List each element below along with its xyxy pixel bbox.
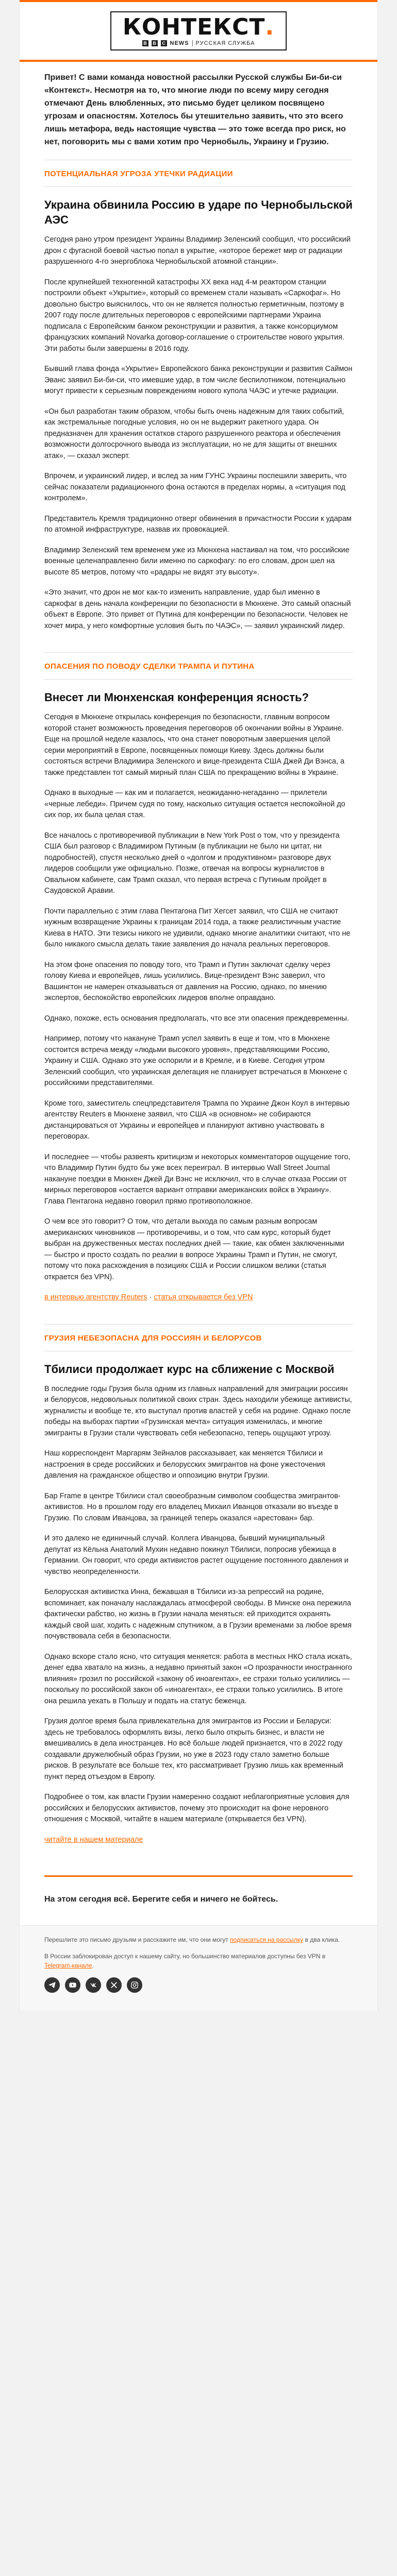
article-paragraph: Владимир Зеленский тем временем уже из Мюнхена настаивал на том, что российские военные целенаправленно били именно по саркофагу: по его словам, дрон шел на высоте 85 метров, потому что «радары не видят эту высоту». [44, 546, 350, 577]
logo-text: КОНТЕКСТ. [122, 14, 275, 40]
russian-service-label: РУССКАЯ СЛУЖБА [195, 40, 255, 46]
article-paragraph: Однако вскоре стало ясно, что ситуация меняется: работа в местных НКО стала искать, денег едва хватало на жизнь, а недавно принятый закон «О прозрачности иностранного влияния» грозил по российской «закону об иноагентах», ее страхи только усилились — поскольку по российской закон об «иноагентах», ее страхи только усилились. В итоге она решила уехать в Польшу и подать на статус беженца. [44, 1652, 352, 1705]
article-tbilisi [44, 1354, 353, 1863]
material-link[interactable]: читайте в нашем материале [44, 1835, 143, 1844]
article-paragraph: И это далеко не единичный случай. Коллега Иванцова, бывший муниципальный депутат из Кёльна Анатолий Мухин недавно покинул Тбилиси, попросив убежища в Германии. Он говорит, что среди активистов растет ощущение постоянного давления и чувство неопределенности. [44, 1534, 349, 1576]
article-paragraph: О чем все это говорит? О том, что детали выхода по самым разным вопросам американских чиновников — противоречивы, и о том, что сам курс, который будет выбран на дружественных местах последних дней — такие, как обмен заключенными — быстро и просто создать по реалии в вопросе Украины Трамп и Путин, не смогут, потому что пока расхождения в позициях США и России слишком велики (статья открается без VPN). [44, 1217, 344, 1281]
article-links [44, 1835, 353, 1846]
section-label-radiation: ПОТЕНЦИАЛЬНАЯ УГРОЗА УТЕЧКИ РАДИАЦИИ [44, 170, 233, 178]
telegram-channel-link[interactable]: Telegram-канале [44, 1962, 92, 1969]
sub-brand [142, 40, 255, 46]
telegram-icon[interactable] [44, 1977, 60, 1993]
instagram-icon[interactable] [127, 1977, 142, 1993]
footer-telegram-text: В России заблокирован доступ к нашему сайту, но большинство материалов доступны без VPN в Telegram-канале. [44, 1953, 326, 1969]
article-paragraph: Почти параллельно с этим глава Пентагона Пит Хегсет заявил, что США не считают нужным возвращение Украины к границам 2014 года, а также реалистичным участие Киева в НАТО. Эти тезисы никого не удивили, однако многие аналитики считают, что не было никакого смысла делать такие заявления до начала реальных переговоров. [44, 907, 351, 948]
article-paragraph: Однако, похоже, есть основания предполагать, что все эти опасения преждевременны. [44, 1014, 349, 1023]
newsletter [19, 0, 378, 2010]
header-orange-rule [20, 60, 377, 62]
vk-icon[interactable] [86, 1977, 101, 1993]
article-title: Украина обвинила Россию в ударе по Чернобыльской АЭС [44, 198, 353, 226]
bbc-letter-b1: B [142, 40, 148, 46]
footer-forward-text: Перешлите это письмо друзьям и расскажите им, что они могут подписаться на рассылку в два клика. [44, 1936, 340, 1943]
article-paragraph: После крупнейшей техногенной катастрофы XX века над 4-м реактором станции построили объект «Укрытие», который со временем стали называть «Саркофаг». Но довольно быстро выяснилось, что он не является полностью герметичным, поэтому в 2007 году после длительных переговоров с европейскими партнерами Украина подписала с Европейским банком реконструкции и развития, а также консорциумом французских компаний Novarka договор-соглашение о строительстве нового укрытия. Эти работы были завершены в 2016 году. [44, 278, 344, 353]
brand-separator [192, 40, 193, 46]
bbc-letter-c: C [161, 40, 167, 46]
article-paragraph: Белорусская активистка Инна, бежавшая в Тбилиси из-за репрессий на родине, вспоминает, как поначалу наслаждалась атмосферой свободы. В Минске она пережила фактически рабство, но жизнь в Грузии начала меняться: ей приходится охранять каждый свой шаг, ходить с надежным спутником, а в Грузии временами за любое время почувствовала себя в безопасности. [44, 1588, 352, 1640]
article-title: Тбилиси продолжает курс на сближение с Москвой [44, 1362, 335, 1376]
closing-text: На этом сегодня всё. Берегите себя и ничего не бойтесь. [44, 1895, 278, 1904]
bbc-news-label: NEWS [170, 40, 189, 46]
section-divider [44, 652, 353, 653]
subscribe-link[interactable]: подписаться на рассылку [230, 1936, 304, 1943]
article-paragraph: Все началось с противоречивой публикации в New York Post о том, что у президента США был разговор с Владимиром Путиным (в публикации не было ни цитат, ни подробностей), спустя несколько дней о «долгом и продуктивном» разговоре двух лидеров сообщили уже официально. Позже, отвечая на вопросы журналистов в Овальном кабинете, сам Трамп сказал, что первая встреча с Путиным пройдет в Саудовской Аравии. [44, 831, 340, 895]
social-icons [44, 1977, 353, 1993]
article-chernobyl [44, 190, 353, 649]
article-paragraph: Впрочем, и украинский лидер, и вслед за ним ГУНС Украины поспешили заверить, что сейчас показатели радиационного фона остаются в пределах нормы, а «ситуация под контролем». [44, 472, 347, 502]
intro-text: Привет! С вами команда новостной рассылки Русской службы Би-би-си «Контекст». Несмотря на то, что многие люди по всему миру сегодня отмечают День влюбленных, это письмо будет целиком посвящено угрозам и опасностям. Хотелось бы утешительно заявить, что это всего лишь метафора, ведь настоящие чувства — это тоже всегда про риск, но нет, поговорить мы с вами хотим про Чернобыль, Украину и Грузию. [44, 73, 346, 146]
article-paragraph: Представитель Кремля традиционно отверг обвинения в причастности России к ударам по атомной инфраструктуре, назвав их провокацией. [44, 514, 352, 534]
logo[interactable] [110, 11, 287, 50]
footer [20, 1925, 377, 2010]
article-paragraph: И последнее — чтобы развеять критицизм и некоторых комментаторов ощущение того, что Владимир Путин будто бы уже всех переиграл. В интервью Wall Street Journal накануне поездки в Мюнхен Джей Ди Вэнс не исключил, что в случае отказа России от мирных переговоров «остается вариант отправки американских войск в Украину». Глава Пентагона недавно говорил прямо противоположное. [44, 1153, 351, 1206]
article-paragraph: На этом фоне опасения по поводу того, что Трамп и Путин заключат сделку через голову Киева и европейцев, лишь усилились. Вице-президент Вэнс заверил, что Вашингтон не намерен отказываться от давления на Россию, однако, по мнению экспертов, беспокойство европейских лидеров вполне оправдано. [44, 960, 330, 1002]
article-paragraph: Бар Frame в центре Тбилиси стал своеобразным символом сообщества эмигрантов-активистов. Но в прошлом году его владелец Михаил Иванцов отказали во въезде в Грузию. По словам Иванцова, за границей теперь оказался «арестован» бар. [44, 1492, 341, 1522]
reuters-link[interactable]: в интервью агентству Reuters [44, 1293, 147, 1301]
section-label-georgia: ГРУЗИЯ НЕБЕЗОПАСНА ДЛЯ РОССИЯН И БЕЛОРУСОВ [44, 1333, 262, 1343]
article-paragraph: Например, потому что накануне Трамп успел заявить в еще и том, что в Мюнхене состоится встреча между «людьми высокого уровня», представляющими Россию, Украину и США. Однако это уже оспорили и в Кремле, и в Киеве. Сегодня утром Зеленский сообщил, что украинская делегация не планирует встречаться в Мюнхене с российскими представителями. [44, 1035, 348, 1087]
article-paragraph: «Он был разработан таким образом, чтобы быть очень надежным для таких событий, как экстремальные погодные условия, но он не выдержит ракетного удара. Он предназначен для хранения остатков старого разрушенного реактора и обеспечения возможности долгосрочного вывода из эксплуатации, но не для защиты от внешних атак», — сказал эксперт. [44, 407, 344, 460]
article-paragraph: Грузия долгое время была привлекательна для эмигрантов из России и Беларуси: здесь не требовалось оформлять визы, легко было открыть бизнес, и власти не вмешивались в дела иностранцев. Но всё больше людей признается, что в 2022 году создавали дружелюбный образ Грузии, но уже в 2023 году стало заметно больше рисков. В результате все больше тех, кто рассматривает Грузию лишь как временный пункт перед отъездом в Европу. [44, 1717, 343, 1781]
article-paragraph: «Это значит, что дрон не мог как-то изменить направление, удар был именно в саркофаг в день начала конференции по безопасности в Мюнхене. Это самый опасный объект в Европе. Это привет от Путина для конференции по безопасности. Человек не хочет мира, у него комфортные условия быть по ЧАЭС», — заявил украинский лидер. [44, 588, 351, 630]
content [20, 71, 377, 1917]
section-divider [44, 1324, 353, 1325]
header [20, 2, 377, 60]
article-paragraph: Сегодня в Мюнхене открылась конференция по безопасности, главным вопросом которой станет возможность проведения переговоров об окончании войны в Украине. Еще на прошлой неделе казалось, что она станет поворотным завершения целой серии мероприятий в Европе, посвященных помощи Киеву. Здесь должны были состояться встречи Владимира Зеленского и вице-президента США Джей Ди Вэнса, а также представлен тот самый мирный план США по прекращению войны в Украине. [44, 713, 345, 777]
article-paragraph: Сегодня рано утром президент Украины Владимир Зеленский сообщил, что российский дрон с фугасной боевой частью попал в укрытие, «которое бережет мир от радиации разрушенного 4-го энергоблока Чернобыльской атомной станции». [44, 235, 351, 266]
bottom-orange-rule [44, 1875, 353, 1877]
section-label-trump-putin: ОПАСЕНИЯ ПО ПОВОДУ СДЕЛКИ ТРАМПА И ПУТИНА [44, 662, 255, 671]
article-link[interactable]: статья открывается без VPN [154, 1293, 253, 1301]
article-munich [44, 683, 353, 1321]
article-paragraph: Однако в выходные — как им и полагается, неожиданно-негаданно — прилетели «черные лебеди». Причем судя по тому, насколько ситуация остается неспокойной до сих пор, их была целая стая. [44, 789, 345, 819]
bbc-letter-b2: B [152, 40, 158, 46]
article-paragraph: Кроме того, заместитель спецпредставителя Трампа по Украине Джон Коул в интервью агентству Reuters в Мюнхене заявил, что США «в основном» не собираются дистанцироваться от Украины и европейцев и планируют активно участвовать в переговорах. [44, 1099, 350, 1141]
article-paragraph: Наш корреспондент Маргарям Зейналов рассказывает, как меняется Тбилиси и настроения в среде российских и белорусских эмигрантов на фоне ужесточения давления на гражданское общество и оппозицию внутри Грузии. [44, 1449, 325, 1480]
article-links: в интервью агентству Reuters · статья открывается без VPN [44, 1293, 253, 1301]
article-paragraph: Бывший глава фонда «Укрытие» Европейского банка реконструкции и развития Саймон Эванс заявил Би-би-си, что имевшие удар, в том числе беспилотником, потенциально могут привести к серьезным повреждениям нового купола ЧАЭС и утечке радиации. [44, 365, 353, 395]
article-paragraph: Подробнее о том, как власти Грузии намеренно создают неблагоприятные условия для российских и белорусских активистов, почему это происходит на фоне неровного отношения с Москвой, читайте в нашем материале (открывается без VPN). [44, 1793, 350, 1823]
section-divider [44, 679, 353, 680]
youtube-icon[interactable] [65, 1977, 80, 1993]
x-icon[interactable] [106, 1977, 122, 1993]
article-paragraph: В последние годы Грузия была одним из главных направлений для эмиграции россиян и белорусов, недовольных политикой своих стран. Здесь находили убежище активисты, журналисты и вообще те, кто выступал против властей у себя на родине. Однако после победы на выборах партии «Грузинская мечта» ситуация изменилась, и многие эмигранты в Грузии стали чувствовать себя небезопасно, теперь ощущают угрозу. [44, 1384, 352, 1437]
article-title: Внесет ли Мюнхенская конференция ясность? [44, 691, 309, 704]
